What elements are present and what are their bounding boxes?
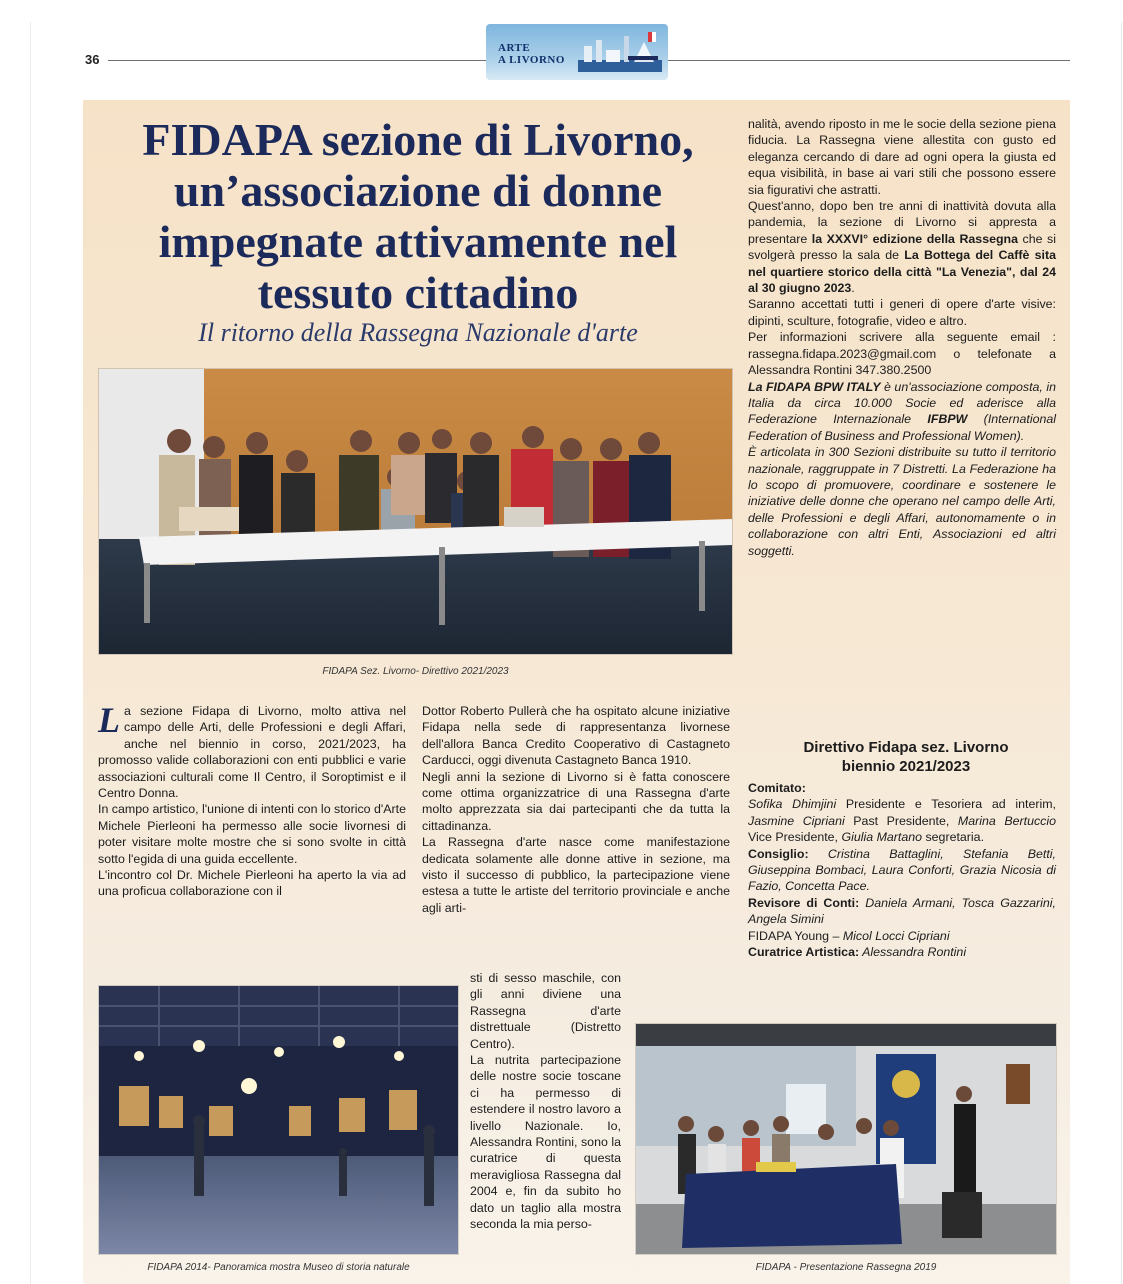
city-skyline-icon bbox=[578, 32, 662, 72]
logo-line-2: A LIVORNO bbox=[498, 54, 565, 66]
col3-p6: È articolata in 300 Sezioni distribuite su tutto il territorio nazionale, raggruppate in 7 Distretti. La Federazione ha lo scopo di promuovere, coordinare e sostenere le iniziative delle donne che operano nel campo delle Arti, delle Professioni e degli Affari, autonomamente o in collaborazione con altri Enti, Associazioni ed altri soggetti. bbox=[748, 445, 1056, 558]
col3-p5-d: (International Federation of Business and Professional Women). bbox=[748, 412, 1057, 443]
col3-p2-e: . bbox=[851, 281, 855, 296]
presentation-photo-image bbox=[636, 1024, 1056, 1254]
revisore-line: Revisore di Conti: Daniela Armani, Tosca Gazzarini, Angela Simini bbox=[748, 895, 1056, 927]
column-3-paragraph-6 bbox=[748, 444, 1056, 559]
column-3-paragraph-5 bbox=[748, 379, 1056, 445]
column-3-paragraph-4: Per informazioni scrivere alla seguente email : rassegna.fidapa.2023@gmail.com o telefonate a Alessandra Rontini 347.380.2500 bbox=[748, 330, 1056, 378]
museum-photo-caption: FIDAPA 2014- Panoramica mostra Museo di storia naturale bbox=[147, 1262, 410, 1273]
column-2-paragraph-3: La Rassegna d'arte nasce come manifestazione dedicata solamente alle donne attive in sezione, ma visto il successo di pubblico, la partecipazione viene estesa a tutte le artiste del territorio provinciale e anche agli arti- bbox=[422, 835, 730, 915]
museum-photo bbox=[99, 986, 458, 1254]
comitato-members: Sofika Dhimjini Presidente e Tesoriera ad interim, Jasmine Cipriani Past Presidente, Marina Bertuccio Vice Presidente, Giulia Martano segretaria. bbox=[748, 797, 1056, 845]
logo-text bbox=[498, 42, 565, 66]
col3-p5-a: La FIDAPA BPW ITALY bbox=[748, 379, 881, 394]
group-photo bbox=[99, 369, 732, 654]
column-2-paragraph-2: Negli anni la sezione di Livorno si è fatta conoscere come ottima organizzatrice di una Rassegna d'arte molto apprezzata sia dai partecipanti che da tutta la cittadinanza. bbox=[422, 769, 730, 833]
museum-photo-image bbox=[99, 986, 458, 1254]
comitato-label: Comitato: bbox=[748, 781, 806, 795]
direttivo-title bbox=[748, 738, 1064, 776]
group-photo-image bbox=[99, 369, 732, 654]
article-column-2 bbox=[422, 703, 730, 916]
young-line: FIDAPA Young – Micol Locci Cipriani bbox=[748, 928, 950, 943]
direttivo-title-line-2: biennio 2021/2023 bbox=[841, 758, 971, 775]
header-rule-right bbox=[668, 60, 1070, 61]
column-3-paragraph-2 bbox=[748, 198, 1056, 296]
column-3-paragraph-1: nalità, avendo riposto in me le socie della sezione piena fiducia. La Rassegna viene allestita con gusto ed eleganza cercando di dare ad ogni opera la giusta ed equa visibilità, in base ai vari stili che possono essere sia figurativi che astratti. bbox=[748, 117, 1056, 197]
presentation-photo-caption: FIDAPA - Presentazione Rassegna 2019 bbox=[755, 1262, 937, 1273]
direttivo-list bbox=[748, 780, 1056, 960]
column-3-paragraph-3: Saranno accettati tutti i generi di opere d'arte visive: dipinti, sculture, fotografie, video e altro. bbox=[748, 297, 1056, 328]
column-1-paragraph-1 bbox=[98, 700, 406, 801]
column-2-continued-paragraph-2: La nutrita partecipazione delle nostre socie toscane ci ha permesso di estendere il nostro lavoro a livello Nazionale. Io, Alessandra Rontini, sono la curatrice di questa meravigliosa Rassegna dal 2004 e, fin da subito ho dato un taglio alla mostra seconda la mia perso- bbox=[470, 1053, 621, 1232]
header-rule-left bbox=[108, 60, 486, 61]
col3-p2-d: La Bottega del Caffè sita nel quartiere storico della città "La Venezia", dal 24 al 30 giugno 2023 bbox=[748, 248, 1056, 296]
article-column-3 bbox=[748, 116, 1056, 559]
col3-p2-a: Quest'anno, dopo ben tre anni di inattività dovuta alla pandemia, la sezione di Livorno si appresta a presentare bbox=[748, 199, 1056, 246]
article-subheadline: Il ritorno della Rassegna Nazionale d'arte bbox=[198, 318, 638, 347]
logo-line-1: ARTE bbox=[498, 42, 531, 54]
presentation-photo bbox=[636, 1024, 1056, 1254]
col3-p5-b: è un'associazione composta, in Italia da circa 10.000 Socie ed aderisce alla Federazione Internazionale bbox=[748, 379, 1056, 427]
consiglio-line: Consiglio: Cristina Battaglini, Stefania Betti, Giuseppina Bombaci, Laura Conforti, Grazia Nicosia di Fazio, Concetta Pace. bbox=[748, 846, 1056, 894]
direttivo-title-line-1: Direttivo Fidapa sez. Livorno bbox=[803, 739, 1009, 756]
article-headline: FIDAPA sezione di Livorno, un’associazione di donne impegnate attivamente nel tessuto cittadino bbox=[142, 114, 694, 318]
col3-p5-c: IFBPW bbox=[927, 412, 968, 427]
drop-cap: L bbox=[98, 700, 120, 740]
column-1-paragraph-3: L'incontro col Dr. Michele Pierleoni ha aperto la via ad una proficua collaborazione con il bbox=[98, 868, 406, 899]
column-2-paragraph-1: Dottor Roberto Pullerà che ha ospitato alcune iniziative Fidapa nella sede di rappresentanza livornese dell'allora Banca Credito Cooperativo di Castagneto Carducci, oggi divenuta Castagneto Banca 1910. bbox=[422, 704, 730, 768]
article-column-1 bbox=[98, 700, 406, 900]
curatrice-line: Curatrice Artistica: Alessandra Rontini bbox=[748, 945, 967, 960]
column-2-continued-paragraph-1: sti di sesso maschile, con gli anni diviene una Rassegna d'arte distrettuale (Distretto Centro). bbox=[470, 971, 621, 1051]
column-1-p1-text: a sezione Fidapa di Livorno, molto attiva nel campo delle Arti, delle Professioni e degli Affari, anche nel biennio in corso, 2021/2023, ha promosso valide collaborazioni con enti pubblici e varie associazioni culturali come Il Centro, il Soroptimist e il Centro Donna. bbox=[98, 704, 406, 801]
column-1-paragraph-2: In campo artistico, l'unione di intenti con lo storico d'Arte Michele Pierleoni ha permesso alle socie livornesi di poter visitare molte mostre che si sono svolte in città sotto l'egida di una guida eccellente. bbox=[98, 802, 406, 866]
page-number: 36 bbox=[85, 52, 100, 67]
col3-p2-b: la XXXVI° edizione della Rassegna bbox=[811, 231, 1019, 246]
col3-p2-c: che si svolgerà presso la sala de bbox=[748, 231, 1056, 263]
arte-a-livorno-logo bbox=[486, 24, 668, 80]
article-column-2-continued bbox=[470, 970, 621, 1233]
group-photo-caption: FIDAPA Sez. Livorno- Direttivo 2021/2023 bbox=[322, 666, 509, 677]
